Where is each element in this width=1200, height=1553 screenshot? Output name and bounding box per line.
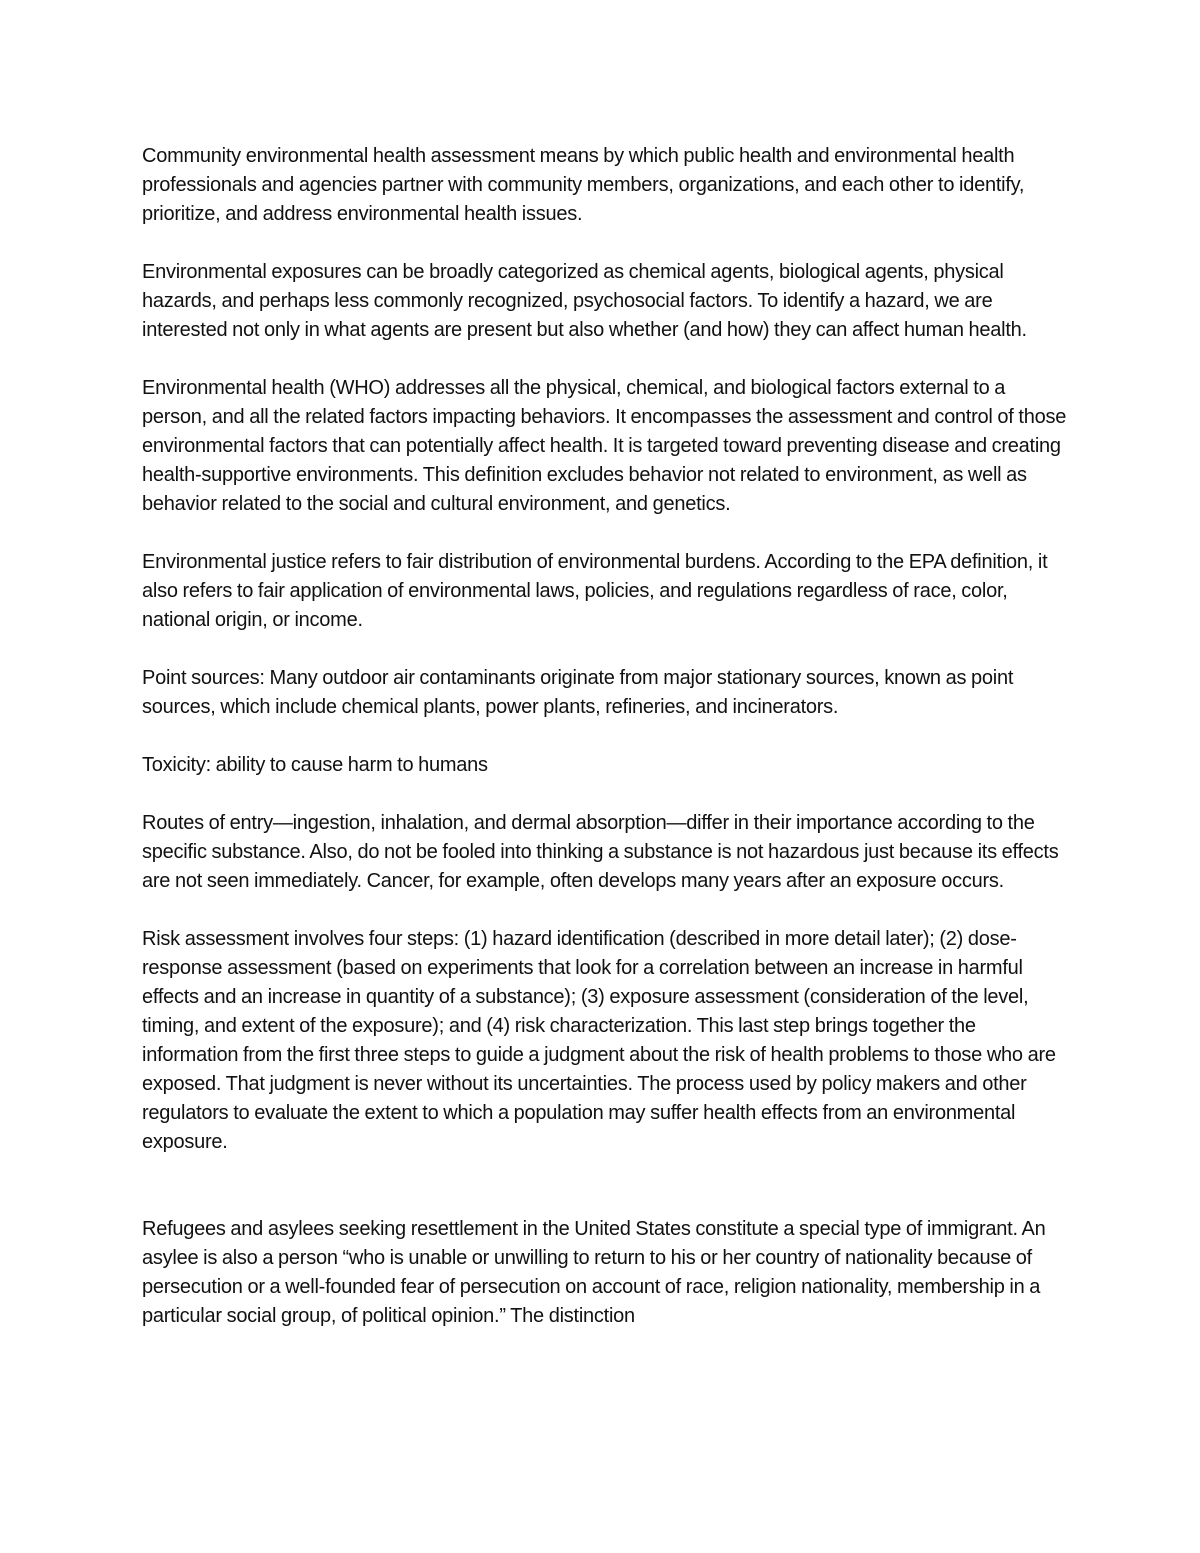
paragraph-risk-assessment: Risk assessment involves four steps: (1) hazard identification (described in more detail later); (2) dose-response assessment (based on experiments that look for a correlation between an increase in harmful effects and an increase in quantity of a substance); (3) exposure assessment (consideration of the level, timing, and extent of the exposure); and (4) risk characterization. This last step brings together the information from the first three steps to guide a judgment about the risk of health problems to those who are exposed. That judgment is never without its uncertainties. The process used by policy makers and other regulators to evaluate the extent to which a population may suffer health effects from an environmental exposure.: [142, 928, 1056, 1153]
paragraph-refugees-asylees: Refugees and asylees seeking resettlement in the United States constitute a special type of immigrant. An asylee is also a person “who is unable or unwilling to return to his or her country of nationality because of persecution or a well-founded fear of persecution on account of race, religion nationality, membership in a particular social group, of political opinion.” The distinction: [142, 1218, 1046, 1327]
document-body: [142, 142, 1070, 1360]
paragraph-community-assessment: Community environmental health assessment means by which public health and environmental health professionals and agencies partner with community members, organizations, and each other to identify, prioritize, and address environmental health issues.: [142, 145, 1025, 225]
paragraph-routes-of-entry: Routes of entry—ingestion, inhalation, and dermal absorption—differ in their importance according to the specific substance. Also, do not be fooled into thinking a substance is not hazardous just because its effects are not seen immediately. Cancer, for example, often develops many years after an exposure occurs.: [142, 812, 1059, 892]
paragraph-environmental-justice: Environmental justice refers to fair distribution of environmental burdens. According to the EPA definition, it also refers to fair application of environmental laws, policies, and regulations regardless of race, color, national origin, or income.: [142, 551, 1048, 631]
paragraph-point-sources: Point sources: Many outdoor air contaminants originate from major stationary sources, known as point sources, which include chemical plants, power plants, refineries, and incinerators.: [142, 667, 1014, 718]
paragraph-environmental-health: Environmental health (WHO) addresses all the physical, chemical, and biological factors external to a person, and all the related factors impacting behaviors. It encompasses the assessment and control of those environmental factors that can potentially affect health. It is targeted toward preventing disease and creating health-supportive environments. This definition excludes behavior not related to environment, as well as behavior related to the social and cultural environment, and genetics.: [142, 377, 1067, 515]
paragraph-environmental-exposures: Environmental exposures can be broadly categorized as chemical agents, biological agents, physical hazards, and perhaps less commonly recognized, psychosocial factors. To identify a hazard, we are interested not only in what agents are present but also whether (and how) they can affect human health.: [142, 261, 1027, 341]
paragraph-toxicity: Toxicity: ability to cause harm to humans: [142, 754, 488, 776]
